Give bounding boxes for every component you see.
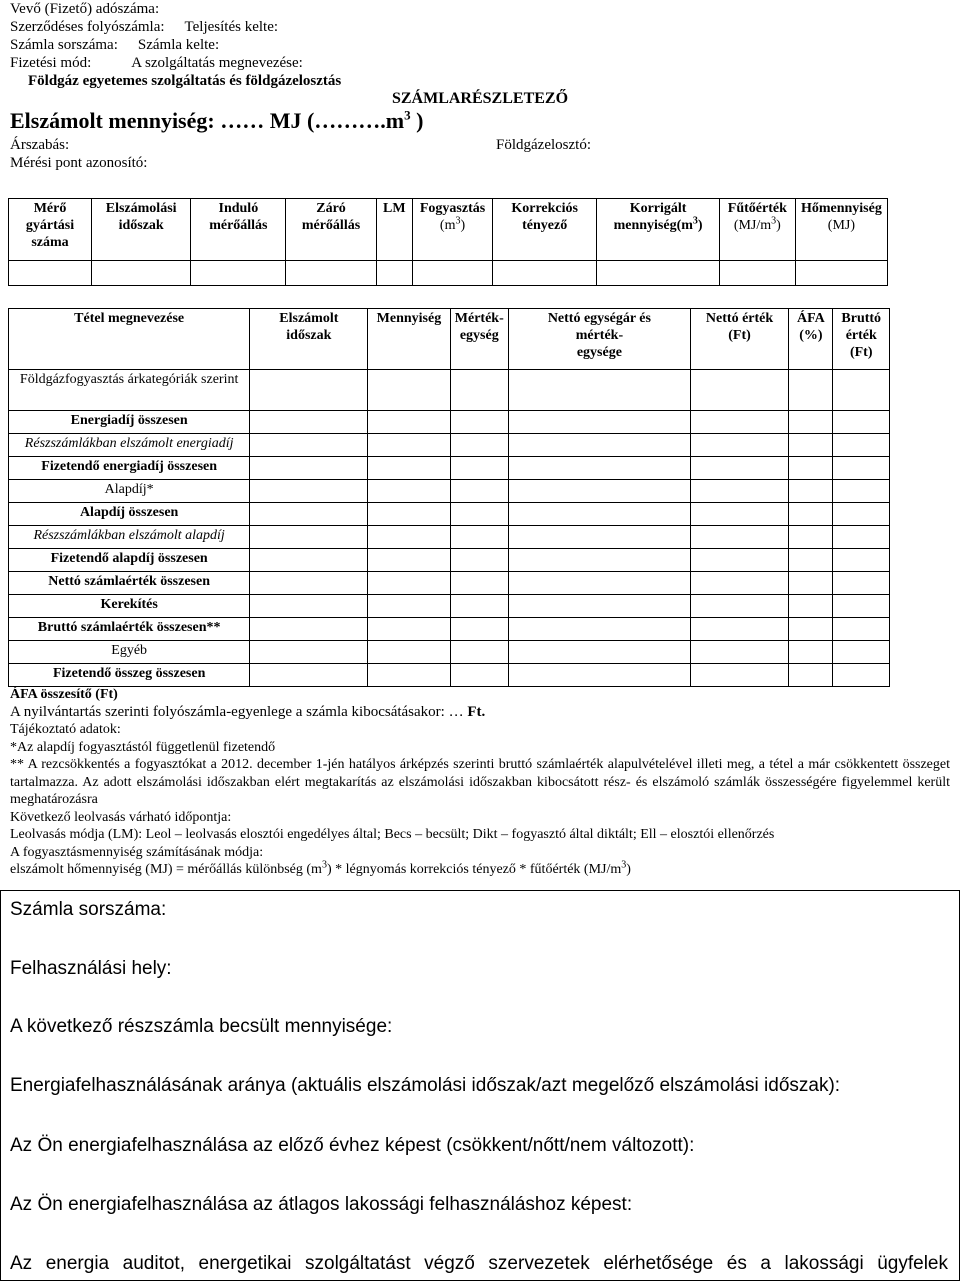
invoice-number-label: Számla sorszáma: — [10, 37, 118, 53]
completion-date-label: Teljesítés kelte: — [184, 19, 279, 35]
item-label: Alapdíj összesen — [9, 503, 250, 526]
item-cell — [509, 457, 691, 480]
item-cell — [833, 641, 890, 664]
item-cell — [250, 411, 368, 434]
item-cell — [789, 434, 833, 457]
item-cell — [368, 370, 450, 411]
meter-col-correction: Korrekciós tényező — [493, 199, 597, 261]
item-label: Fizetendő energiadíj összesen — [9, 457, 250, 480]
item-cell — [509, 480, 691, 503]
invoice-header — [10, 0, 950, 172]
item-cell — [250, 526, 368, 549]
payment-line — [10, 54, 950, 72]
item-cell — [250, 480, 368, 503]
item-cell — [450, 411, 509, 434]
item-cell — [789, 370, 833, 411]
item-cell — [450, 641, 509, 664]
service-value: Földgáz egyetemes szolgáltatás és földgázelosztás — [28, 73, 342, 89]
item-cell — [833, 549, 890, 572]
item-cell — [450, 457, 509, 480]
item-cell — [789, 411, 833, 434]
item-cell — [833, 434, 890, 457]
item-cell — [450, 434, 509, 457]
item-cell — [789, 457, 833, 480]
items-col-unit-price: Nettó egységár és mérték- egysége — [509, 309, 691, 370]
item-cell — [789, 549, 833, 572]
item-cell — [368, 595, 450, 618]
item-cell — [690, 549, 789, 572]
item-cell — [833, 618, 890, 641]
item-cell — [690, 618, 789, 641]
item-label: Fizetendő alapdíj összesen — [9, 549, 250, 572]
item-cell — [509, 595, 691, 618]
item-cell — [368, 503, 450, 526]
table-row — [9, 618, 890, 641]
item-label: Bruttó számlaérték összesen** — [9, 618, 250, 641]
table-row — [9, 549, 890, 572]
item-cell — [368, 434, 450, 457]
item-cell — [789, 618, 833, 641]
item-label: Egyéb — [9, 641, 250, 664]
item-cell — [450, 370, 509, 411]
invoice-date-label: Számla kelte: — [137, 37, 220, 53]
summary-box — [0, 890, 960, 1281]
item-cell — [368, 664, 450, 687]
billed-qty-close: ) — [416, 108, 424, 133]
item-cell — [509, 503, 691, 526]
item-cell — [250, 549, 368, 572]
meter-col-end: Záró mérőállás — [286, 199, 376, 261]
item-cell — [833, 370, 890, 411]
item-cell — [509, 434, 691, 457]
items-col-vat: ÁFA (%) — [789, 309, 833, 370]
item-cell — [368, 549, 450, 572]
section-title: SZÁMLARÉSZLETEZŐ — [391, 90, 569, 107]
item-cell — [509, 664, 691, 687]
table-row — [9, 572, 890, 595]
item-cell — [250, 641, 368, 664]
item-cell — [690, 480, 789, 503]
balance-line: A nyilvántartás szerinti folyószámla-egyenlege a számla kibocsátásakor: … Ft. — [10, 703, 486, 720]
item-label: Fizetendő összeg összesen — [9, 664, 250, 687]
item-cell — [833, 503, 890, 526]
item-cell — [368, 480, 450, 503]
items-col-net: Nettó érték (Ft) — [690, 309, 789, 370]
item-cell — [833, 480, 890, 503]
items-col-period: Elszámolt időszak — [250, 309, 368, 370]
item-cell — [789, 526, 833, 549]
invoice-number-line — [10, 36, 950, 54]
items-col-qty: Mennyiség — [368, 309, 450, 370]
tariff-line — [10, 136, 950, 154]
item-cell — [509, 526, 691, 549]
item-label: Részszámlákban elszámolt alapdíj — [9, 526, 250, 549]
item-label: Földgázfogyasztás árkategóriák szerint — [9, 370, 250, 411]
table-row — [9, 503, 890, 526]
table-row — [9, 370, 890, 411]
item-cell — [833, 526, 890, 549]
service-name-label: A szolgáltatás megnevezése: — [131, 55, 303, 71]
table-row — [9, 664, 890, 687]
item-cell — [368, 411, 450, 434]
item-cell — [450, 664, 509, 687]
billed-qty-text: Elszámolt mennyiség: …… MJ (……….m — [10, 108, 405, 133]
item-cell — [509, 572, 691, 595]
item-cell — [789, 595, 833, 618]
item-cell — [509, 618, 691, 641]
item-cell — [789, 664, 833, 687]
item-cell — [833, 457, 890, 480]
item-cell — [690, 370, 789, 411]
item-label: Nettó számlaérték összesen — [9, 572, 250, 595]
box-invoice-number: Számla sorszáma: — [10, 899, 167, 920]
meter-col-heat: Hőmennyiség (MJ) — [795, 199, 887, 261]
info-title: Tájékoztató adatok: — [10, 722, 121, 737]
items-col-gross: Bruttó érték (Ft) — [833, 309, 890, 370]
meter-point-label: Mérési pont azonosító: — [10, 155, 148, 171]
box-energy-ratio: Energiafelhasználásának aránya (aktuális elszámolási időszak/azt megelőző elszámolási időszak): — [10, 1075, 841, 1096]
meter-col-start: Induló mérőállás — [191, 199, 286, 261]
item-cell — [450, 549, 509, 572]
next-reading: Következő leolvasás várható időpontja: — [10, 809, 232, 825]
tariff-label: Árszabás: — [10, 137, 70, 153]
invoice-items-table — [8, 308, 890, 687]
item-cell — [509, 370, 691, 411]
item-label: Részszámlákban elszámolt energiadíj — [9, 434, 250, 457]
item-cell — [789, 480, 833, 503]
item-cell — [690, 526, 789, 549]
table-row — [9, 434, 890, 457]
item-cell — [833, 664, 890, 687]
item-cell — [450, 480, 509, 503]
meter-col-lm: LM — [376, 199, 412, 261]
box-next-estimate: A következő részszámla becsült mennyisége: — [10, 1016, 393, 1037]
item-cell — [250, 457, 368, 480]
note-2: ** A rezcsökkentés a fogyasztókat a 2012. december 1-jén hatályos árképzés szerinti bruttó számlaérték alapulvételével illeti meg, a tétel a már csökkentett összeget tartalmazza. Az adott elszámolási időszakban elért megtakarítás az elszámolási időszakban kibocsátott rész- és elszámoló számlák összességére figyelemmel került meghatározásra — [10, 757, 950, 807]
item-cell — [250, 618, 368, 641]
item-cell — [368, 572, 450, 595]
meter-col-number: Mérő gyártási száma — [9, 199, 92, 261]
item-cell — [690, 641, 789, 664]
table-row — [9, 457, 890, 480]
contract-account-line — [10, 18, 950, 36]
item-cell — [250, 503, 368, 526]
table-row — [9, 480, 890, 503]
box-usage-location: Felhasználási hely: — [10, 958, 172, 979]
item-cell — [789, 641, 833, 664]
reading-mode: Leolvasás módja (LM): Leol – leolvasás elosztói engedélyes által; Becs – becsült; Dikt – fogyasztó által diktált; Ell – elosztói ellenőrzés — [10, 827, 775, 842]
item-cell — [450, 572, 509, 595]
billed-quantity — [10, 108, 950, 136]
vat-summary: ÁFA összesítő (Ft) — [10, 687, 118, 702]
item-cell — [450, 526, 509, 549]
item-cell — [833, 595, 890, 618]
item-cell — [250, 370, 368, 411]
item-cell — [690, 664, 789, 687]
item-cell — [789, 503, 833, 526]
payment-method-label: Fizetési mód: — [10, 55, 92, 71]
items-header-row — [9, 309, 890, 370]
items-col-unit: Mérték- egység — [450, 309, 509, 370]
items-col-name: Tétel megnevezése — [9, 309, 250, 370]
item-cell — [250, 434, 368, 457]
item-cell — [690, 411, 789, 434]
box-average-compare: Az Ön energiafelhasználása az átlagos lakossági felhasználáshoz képest: — [10, 1194, 633, 1215]
item-cell — [690, 572, 789, 595]
item-cell — [250, 595, 368, 618]
meter-data-row — [9, 261, 888, 286]
note-1: *Az alapdíj fogyasztástól függetlenül fizetendő — [10, 739, 276, 755]
calc-formula: elszámolt hőmennyiség (MJ) = mérőállás különbség $(m^3)$ * légnyomás korrekciós tényező * fűtőérték $(MJ/m^3)$ — [10, 859, 631, 877]
item-label: Kerekítés — [9, 595, 250, 618]
meter-col-calorific: Fűtőérték $(MJ/m^3)$ — [719, 199, 795, 261]
item-label: Energiadíj összesen — [9, 411, 250, 434]
table-row — [9, 411, 890, 434]
meter-reading-table — [8, 198, 888, 286]
item-cell — [368, 641, 450, 664]
buyer-tax-label: Vevő (Fizető) adószáma: — [10, 1, 160, 17]
item-cell — [509, 411, 691, 434]
item-cell — [690, 434, 789, 457]
meter-header-row — [9, 199, 888, 261]
table-row — [9, 526, 890, 549]
box-yearly-compare: Az Ön energiafelhasználása az előző évhez képest (csökkent/nőtt/nem változott): — [10, 1135, 695, 1156]
item-cell — [789, 572, 833, 595]
notes-section — [10, 686, 950, 879]
calc-title: A fogyasztásmennyiség számításának módja: — [10, 844, 264, 860]
item-cell — [450, 595, 509, 618]
item-cell — [368, 457, 450, 480]
item-cell — [250, 664, 368, 687]
meter-col-corrected: Korrigált $mennyiség(m^3)$ — [597, 199, 720, 261]
table-row — [9, 641, 890, 664]
items-body — [9, 370, 890, 687]
item-cell — [250, 572, 368, 595]
item-label: Alapdíj* — [9, 480, 250, 503]
meter-col-consumption: Fogyasztás $(m^3)$ — [413, 199, 493, 261]
meter-col-period: Elszámolási időszak — [92, 199, 191, 261]
box-audit-info: Az energia auditot, energetikai szolgáltatást végző szervezetek elérhetősége és a lakossági ügyfelek — [10, 1253, 948, 1274]
item-cell — [368, 526, 450, 549]
item-cell — [690, 457, 789, 480]
item-cell — [368, 618, 450, 641]
distributor-label: Földgázelosztó: — [496, 137, 591, 153]
item-cell — [509, 549, 691, 572]
item-cell — [833, 572, 890, 595]
item-cell — [690, 595, 789, 618]
contract-account-label: Szerződéses folyószámla: — [10, 19, 165, 35]
billed-qty-exp: 3 — [404, 107, 411, 123]
item-cell — [509, 641, 691, 664]
table-row — [9, 595, 890, 618]
item-cell — [450, 618, 509, 641]
item-cell — [690, 503, 789, 526]
item-cell — [833, 411, 890, 434]
item-cell — [450, 503, 509, 526]
